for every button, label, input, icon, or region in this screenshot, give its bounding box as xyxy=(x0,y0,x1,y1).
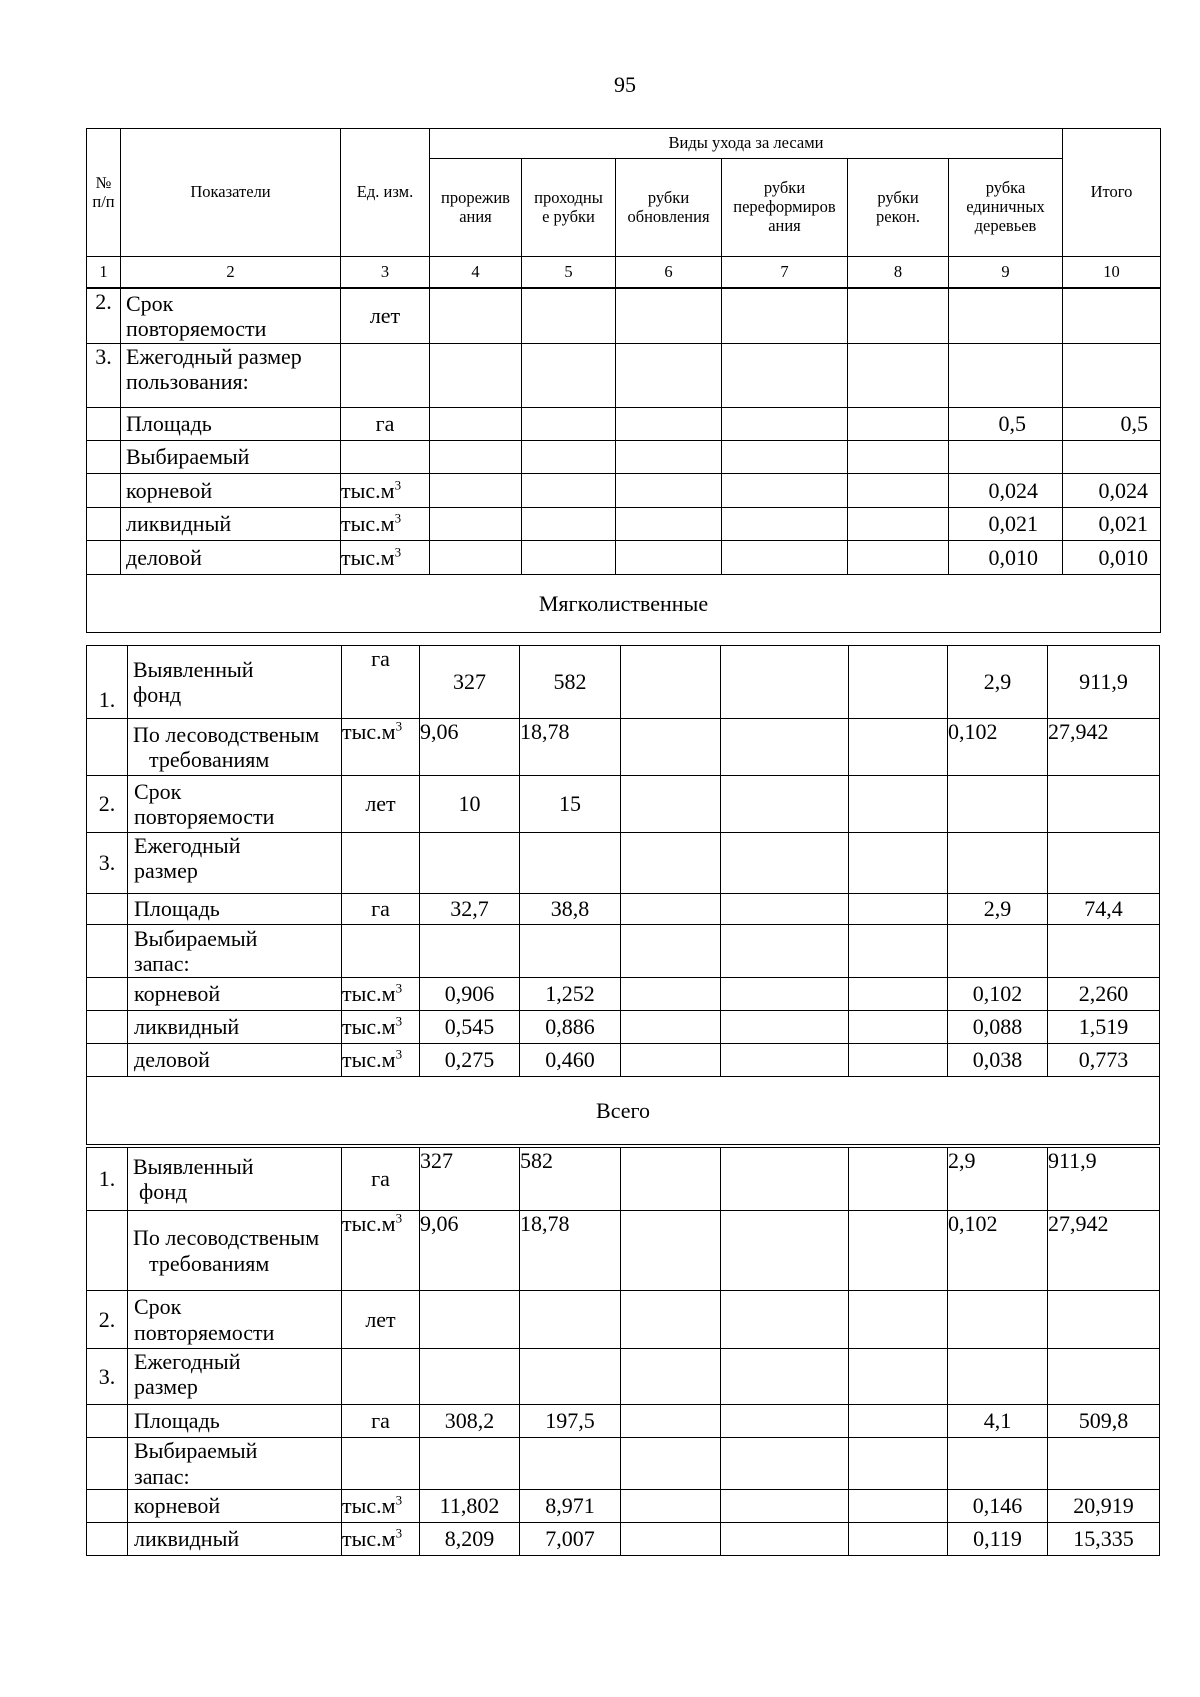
header-col-5: проходны е рубки xyxy=(522,159,616,257)
table-row: корневой $тыс.м^3$ 0,024 0,024 xyxy=(87,474,1161,508)
header-col-4: прорежив ания xyxy=(430,159,522,257)
header-col-8: рубки рекон. xyxy=(848,159,949,257)
table-row: По лесоводственым требованиям $тыс.м^3$ 9,06 18,78 0,102 27,942 xyxy=(87,1211,1160,1291)
table-row: Выбираемый xyxy=(87,441,1161,474)
table-row: ликвидный $тыс.м^3$ 0,545 0,886 0,088 1,519 xyxy=(87,1011,1160,1044)
forest-care-table-top xyxy=(86,128,1161,288)
table-row: Площадь га 32,7 38,8 2,9 74,4 xyxy=(87,894,1160,925)
table-row: 2. Срок повторяемости лет xyxy=(87,1291,1160,1349)
table-row: 2. Срок повторяемости лет xyxy=(87,289,1161,344)
header-col-indicator: Показатели xyxy=(121,129,341,257)
table-row: корневой $тыс.м^3$ 11,802 8,971 0,146 20,919 xyxy=(87,1490,1160,1523)
index-row: 1 2 3 4 5 6 7 8 9 10 xyxy=(87,257,1161,288)
table-row: Выбираемый запас: xyxy=(87,925,1160,978)
header-col-unit: Ед. изм. xyxy=(341,129,430,257)
section-title-row xyxy=(87,1077,1160,1145)
table-row: деловой $тыс.м^3$ 0,010 0,010 xyxy=(87,541,1161,575)
table-row: По лесоводственым требованиям $тыс.м^3$ 9,06 18,78 0,102 27,942 xyxy=(87,719,1160,776)
table-row: деловой $тыс.м^3$ 0,275 0,460 0,038 0,773 xyxy=(87,1044,1160,1077)
section2-table xyxy=(86,645,1160,1145)
section-title-row xyxy=(87,575,1161,633)
table-row: 1. Выявленный фонд га 327 582 2,9 911,9 xyxy=(87,646,1160,719)
header-col-6: рубки обновления xyxy=(616,159,722,257)
table-row: ликвидный $тыс.м^3$ 8,209 7,007 0,119 15,335 xyxy=(87,1523,1160,1556)
table-row: 2. Срок повторяемости лет 10 15 xyxy=(87,776,1160,833)
header-group-title: Виды ухода за лесами xyxy=(430,129,1063,159)
table-row: 1. Выявленный фонд га 327 582 2,9 911,9 xyxy=(87,1148,1160,1211)
table-row: 3. Ежегодный размер xyxy=(87,833,1160,894)
section-title-soft-leaved: Мягколиственные xyxy=(87,575,1161,633)
table-row: корневой $тыс.м^3$ 0,906 1,252 0,102 2,260 xyxy=(87,978,1160,1011)
section1-table xyxy=(86,288,1161,633)
table-row: 3. Ежегодный размер xyxy=(87,1349,1160,1405)
header-col-total: Итого xyxy=(1063,129,1161,257)
table-row: Площадь га 308,2 197,5 4,1 509,8 xyxy=(87,1405,1160,1438)
header-col-9: рубка единичных деревьев xyxy=(949,159,1063,257)
section3-table xyxy=(86,1147,1160,1556)
header-col-num: № п/п xyxy=(87,129,121,257)
section-title-total: Всего xyxy=(87,1077,1160,1145)
table-row: 3. Ежегодный размер пользования: xyxy=(87,344,1161,408)
table-row: ликвидный $тыс.м^3$ 0,021 0,021 xyxy=(87,508,1161,541)
header-col-7: рубки переформиров ания xyxy=(722,159,848,257)
table-row: Выбираемый запас: xyxy=(87,1438,1160,1490)
page-number: 95 xyxy=(614,72,636,97)
table-row: Площадь га 0,5 0,5 xyxy=(87,408,1161,441)
